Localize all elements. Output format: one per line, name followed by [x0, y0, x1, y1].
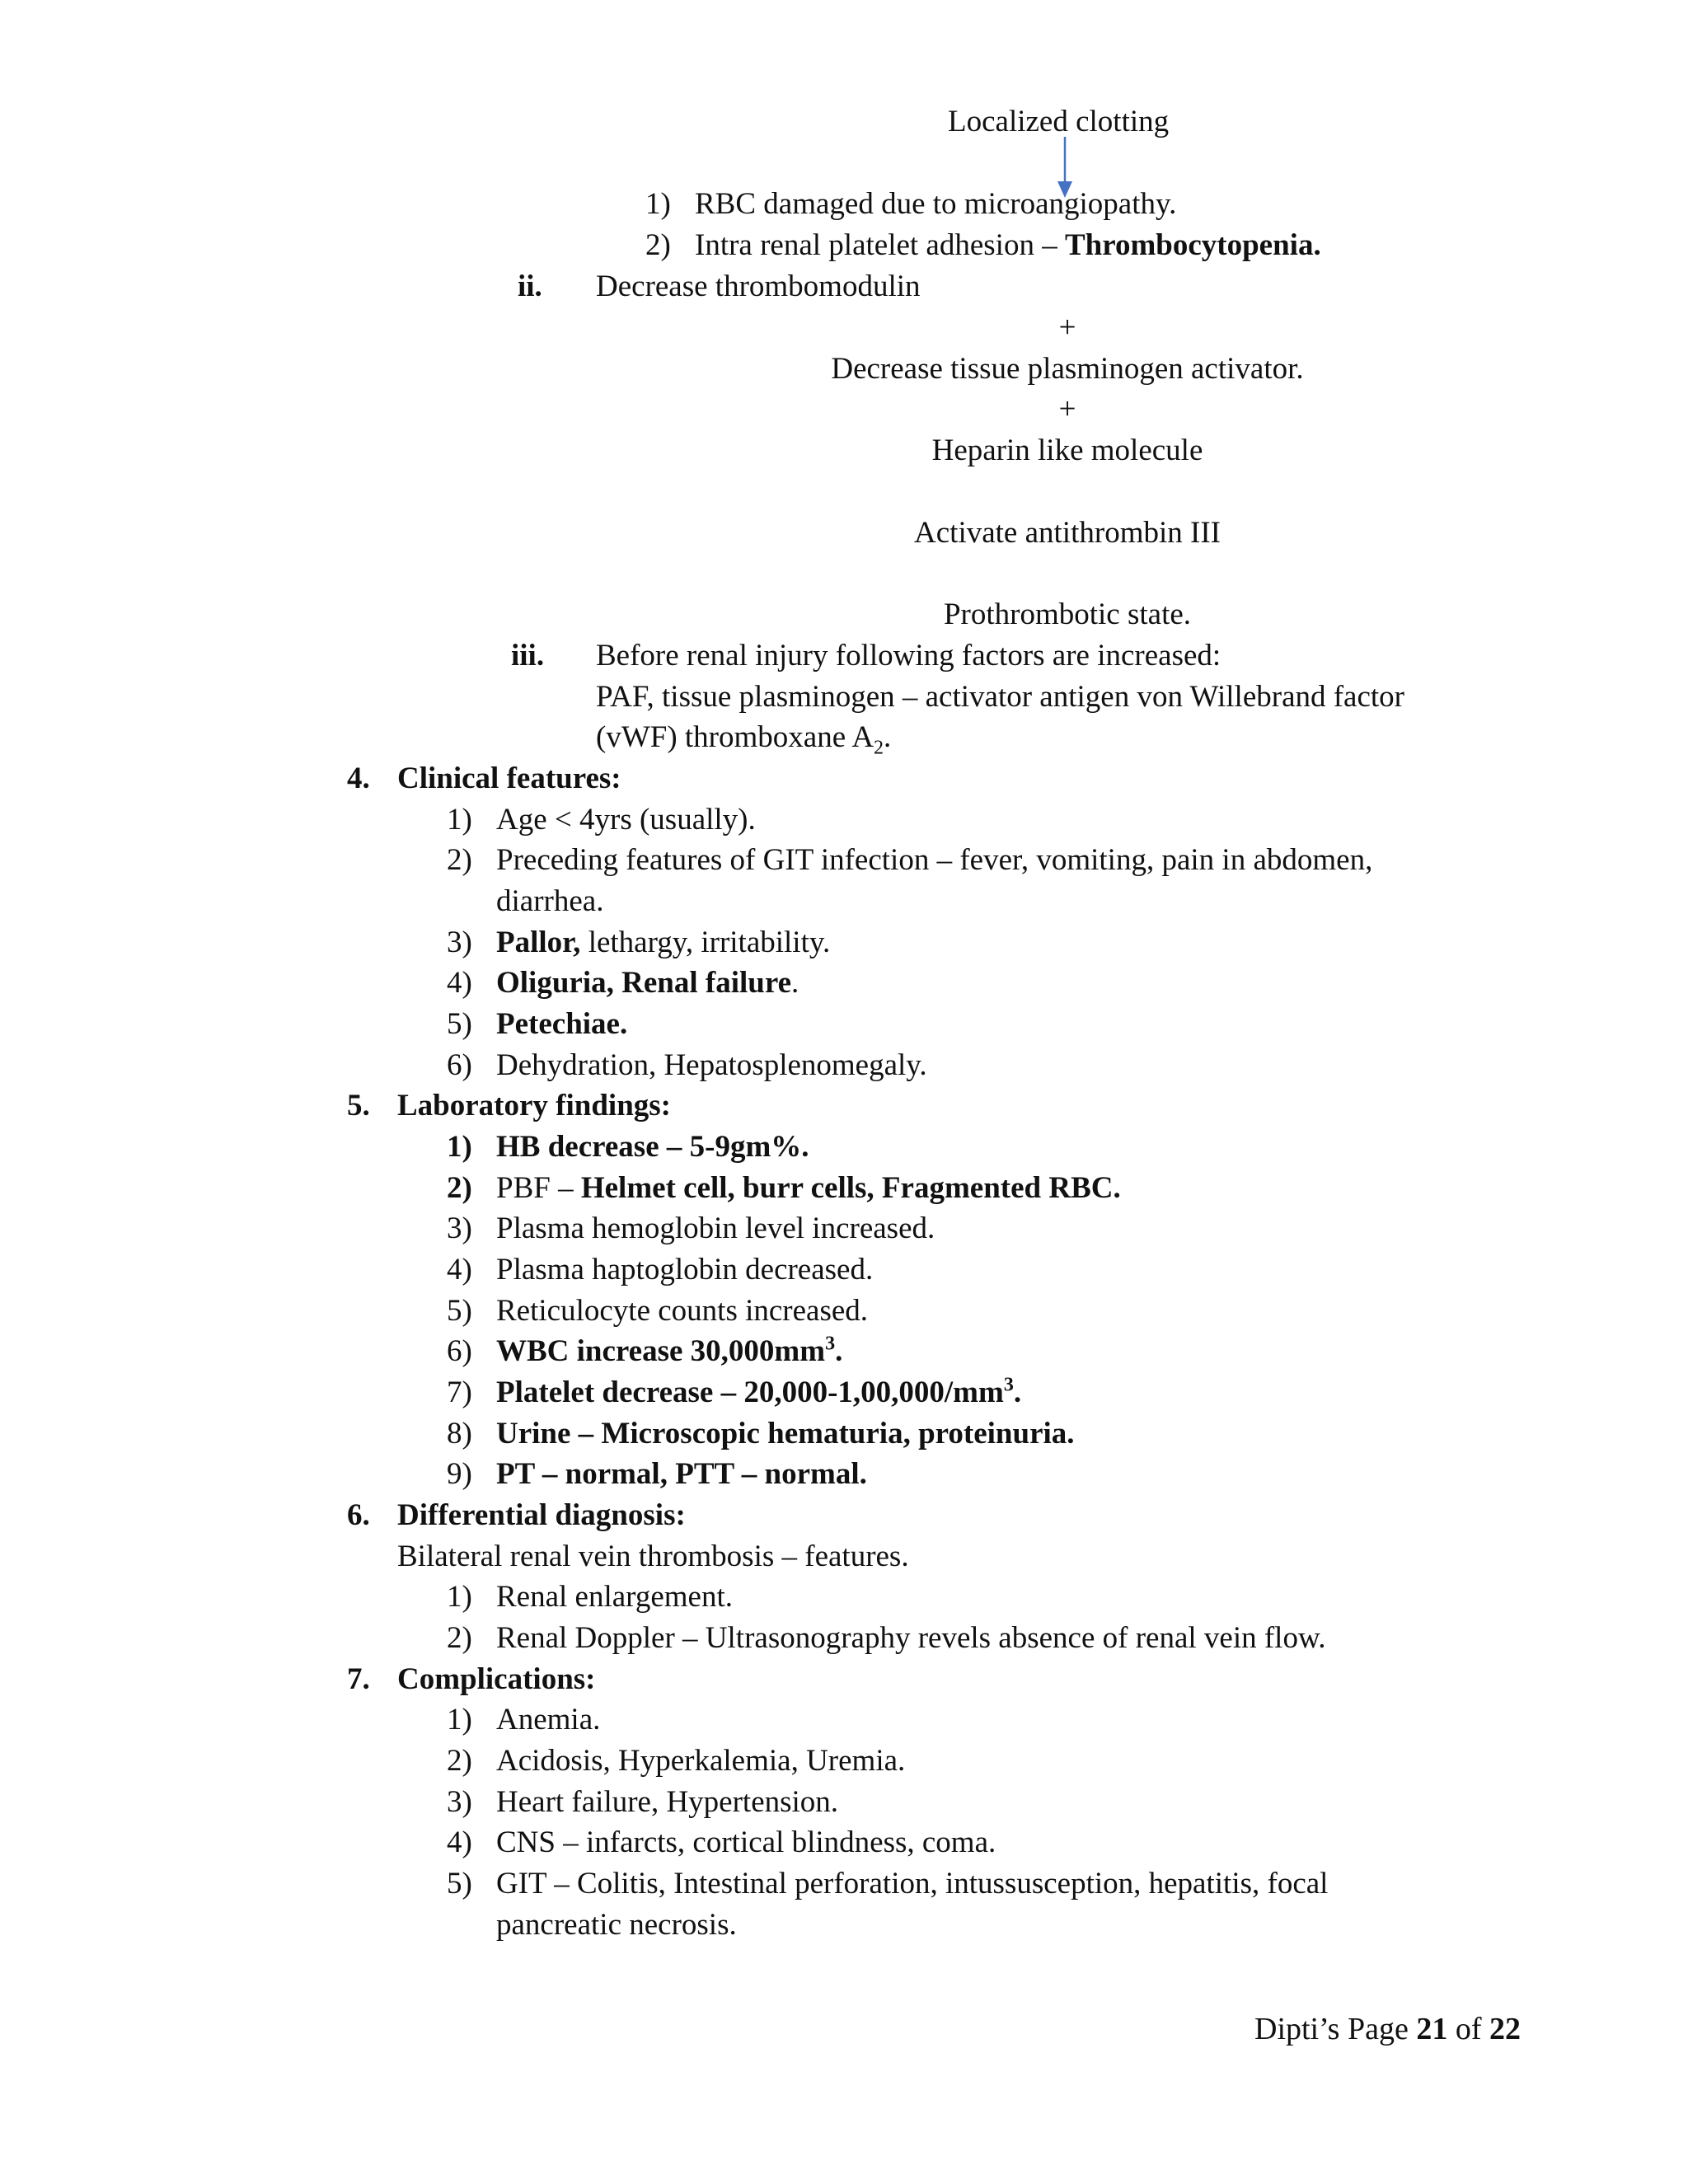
comp-item-5-num: 5)	[447, 1867, 472, 1900]
comp-item-3-num: 3)	[447, 1785, 472, 1819]
clinical-item-2-text: Preceding features of GIT infection – fever, vomiting, pain in abdomen,	[496, 843, 1373, 877]
lab-item-7	[496, 1375, 1021, 1411]
lab-item-6-sup: 3	[825, 1333, 836, 1355]
clinical-item-3	[496, 925, 830, 961]
lab-item-7-sup: 3	[1003, 1374, 1014, 1396]
section-iii-num: iii.	[511, 639, 545, 673]
lab-item-7-num: 7)	[447, 1376, 472, 1409]
lab-item-6	[496, 1333, 842, 1370]
section-iii-line3-end: .	[884, 720, 892, 754]
flow-top-text: Localized clotting	[948, 105, 1170, 138]
flow-item-1-num: 1)	[645, 187, 671, 221]
flow-item-2-text: Intra renal platelet adhesion –	[695, 228, 1065, 262]
flow-item-2-bold: Thrombocytopenia.	[1064, 228, 1321, 262]
comp-item-1-text: Anemia.	[496, 1703, 601, 1736]
flow-item-2-num: 2)	[645, 228, 671, 262]
section-ii-line5: Prothrombotic state.	[943, 598, 1192, 631]
clinical-item-4-text: .	[791, 966, 799, 1000]
comp-item-1-num: 1)	[447, 1703, 472, 1736]
section-iii-line1: Before renal injury following factors are increased:	[596, 639, 1221, 673]
section-ii-line1: Decrease thrombomodulin	[596, 269, 921, 303]
clinical-item-6-text: Dehydration, Hepatosplenomegaly.	[496, 1048, 927, 1082]
clinical-item-1-text: Age < 4yrs (usually).	[496, 803, 756, 837]
lab-item-7-text: Platelet decrease – 20,000-1,00,000/mm	[496, 1376, 1004, 1409]
lab-item-3-text: Plasma hemoglobin level increased.	[496, 1212, 935, 1245]
footer-page-number: 21	[1416, 2012, 1448, 2046]
comp-item-2-num: 2)	[447, 1744, 472, 1778]
lab-item-4-num: 4)	[447, 1253, 472, 1286]
comp-item-2-text: Acidosis, Hyperkalemia, Uremia.	[496, 1744, 906, 1778]
lab-item-2-bold: Helmet cell, burr cells, Fragmented RBC.	[580, 1171, 1121, 1205]
lab-item-6-after: .	[835, 1334, 843, 1368]
clinical-item-3-num: 3)	[447, 926, 472, 959]
section-iii-line3-sub: 2	[874, 737, 884, 759]
lab-num: 5.	[347, 1089, 370, 1122]
comp-item-5-text: GIT – Colitis, Intestinal perforation, intussusception, hepatitis, focal	[496, 1867, 1329, 1900]
lab-item-2	[496, 1170, 1121, 1207]
clinical-item-1-num: 1)	[447, 803, 472, 837]
lab-item-8-num: 8)	[447, 1417, 472, 1451]
section-iii-line3	[596, 719, 892, 759]
comp-num: 7.	[347, 1662, 370, 1696]
flow-item-2	[695, 227, 1321, 264]
clinical-item-3-bold: Pallor,	[496, 926, 581, 959]
comp-item-3-text: Heart failure, Hypertension.	[496, 1785, 839, 1819]
section-ii-plus-1: +	[1058, 311, 1076, 344]
section-ii-line3: Heparin like molecule	[931, 434, 1203, 467]
clinical-item-5-num: 5)	[447, 1007, 472, 1041]
footer-prefix: Dipti’s Page	[1254, 2012, 1417, 2046]
clinical-num: 4.	[347, 762, 370, 795]
clinical-item-2-num: 2)	[447, 843, 472, 877]
footer-of: of	[1447, 2012, 1489, 2046]
lab-item-9-num: 9)	[447, 1457, 472, 1491]
clinical-item-5	[496, 1006, 627, 1043]
clinical-item-6-num: 6)	[447, 1048, 472, 1082]
section-ii-line4: Activate antithrombin III	[914, 516, 1221, 550]
diff-item-1-num: 1)	[447, 1580, 472, 1614]
section-iii-line3-text: (vWF) thromboxane A	[596, 720, 874, 754]
lab-item-2-num: 2)	[447, 1171, 472, 1205]
clinical-item-3-text: lethargy, irritability.	[580, 926, 831, 959]
comp-title: Complications:	[397, 1662, 596, 1696]
clinical-item-2-cont: diarrhea.	[496, 884, 604, 918]
comp-item-4-num: 4)	[447, 1825, 472, 1859]
clinical-item-4-num: 4)	[447, 966, 472, 1000]
lab-item-1-num: 1)	[447, 1130, 472, 1164]
diff-item-2-num: 2)	[447, 1621, 472, 1655]
lab-item-1-text: HB decrease – 5-9gm%.	[496, 1130, 809, 1164]
diff-item-2-text: Renal Doppler – Ultrasonography revels absence of renal vein flow.	[496, 1621, 1326, 1655]
section-iii-line2: PAF, tissue plasminogen – activator antigen von Willebrand factor	[596, 680, 1405, 714]
lab-item-6-num: 6)	[447, 1334, 472, 1368]
section-ii-num: ii.	[518, 269, 542, 303]
comp-item-5-cont: pancreatic necrosis.	[496, 1908, 737, 1942]
clinical-item-4	[496, 965, 799, 1001]
clinical-item-4-bold: Oliguria, Renal failure	[496, 966, 792, 1000]
clinical-item-5-bold: Petechiae.	[496, 1007, 628, 1041]
lab-item-2-plain: PBF –	[496, 1171, 581, 1205]
page-footer	[1254, 2011, 1521, 2047]
lab-item-5-num: 5)	[447, 1294, 472, 1328]
lab-item-9-text: PT – normal, PTT – normal.	[496, 1457, 867, 1491]
diff-item-1-text: Renal enlargement.	[496, 1580, 733, 1614]
diff-num: 6.	[347, 1498, 370, 1532]
lab-item-5-text: Reticulocyte counts increased.	[496, 1294, 869, 1328]
flow-item-1-text: RBC damaged due to microangiopathy.	[695, 187, 1177, 221]
lab-item-7-after: .	[1013, 1376, 1022, 1409]
comp-item-4-text: CNS – infarcts, cortical blindness, coma.	[496, 1825, 996, 1859]
clinical-title: Clinical features:	[397, 762, 621, 795]
lab-item-3-num: 3)	[447, 1212, 472, 1245]
lab-title: Laboratory findings:	[397, 1089, 672, 1122]
lab-item-4-text: Plasma haptoglobin decreased.	[496, 1253, 874, 1286]
diff-title: Differential diagnosis:	[397, 1498, 686, 1532]
section-ii-plus-2: +	[1058, 392, 1076, 426]
lab-item-8-text: Urine – Microscopic hematuria, proteinuria.	[496, 1417, 1075, 1451]
lab-item-6-text: WBC increase 30,000mm	[496, 1334, 826, 1368]
section-ii-line2: Decrease tissue plasminogen activator.	[831, 352, 1304, 386]
footer-total-pages: 22	[1489, 2012, 1521, 2046]
diff-intro: Bilateral renal vein thrombosis – features.	[397, 1540, 909, 1573]
